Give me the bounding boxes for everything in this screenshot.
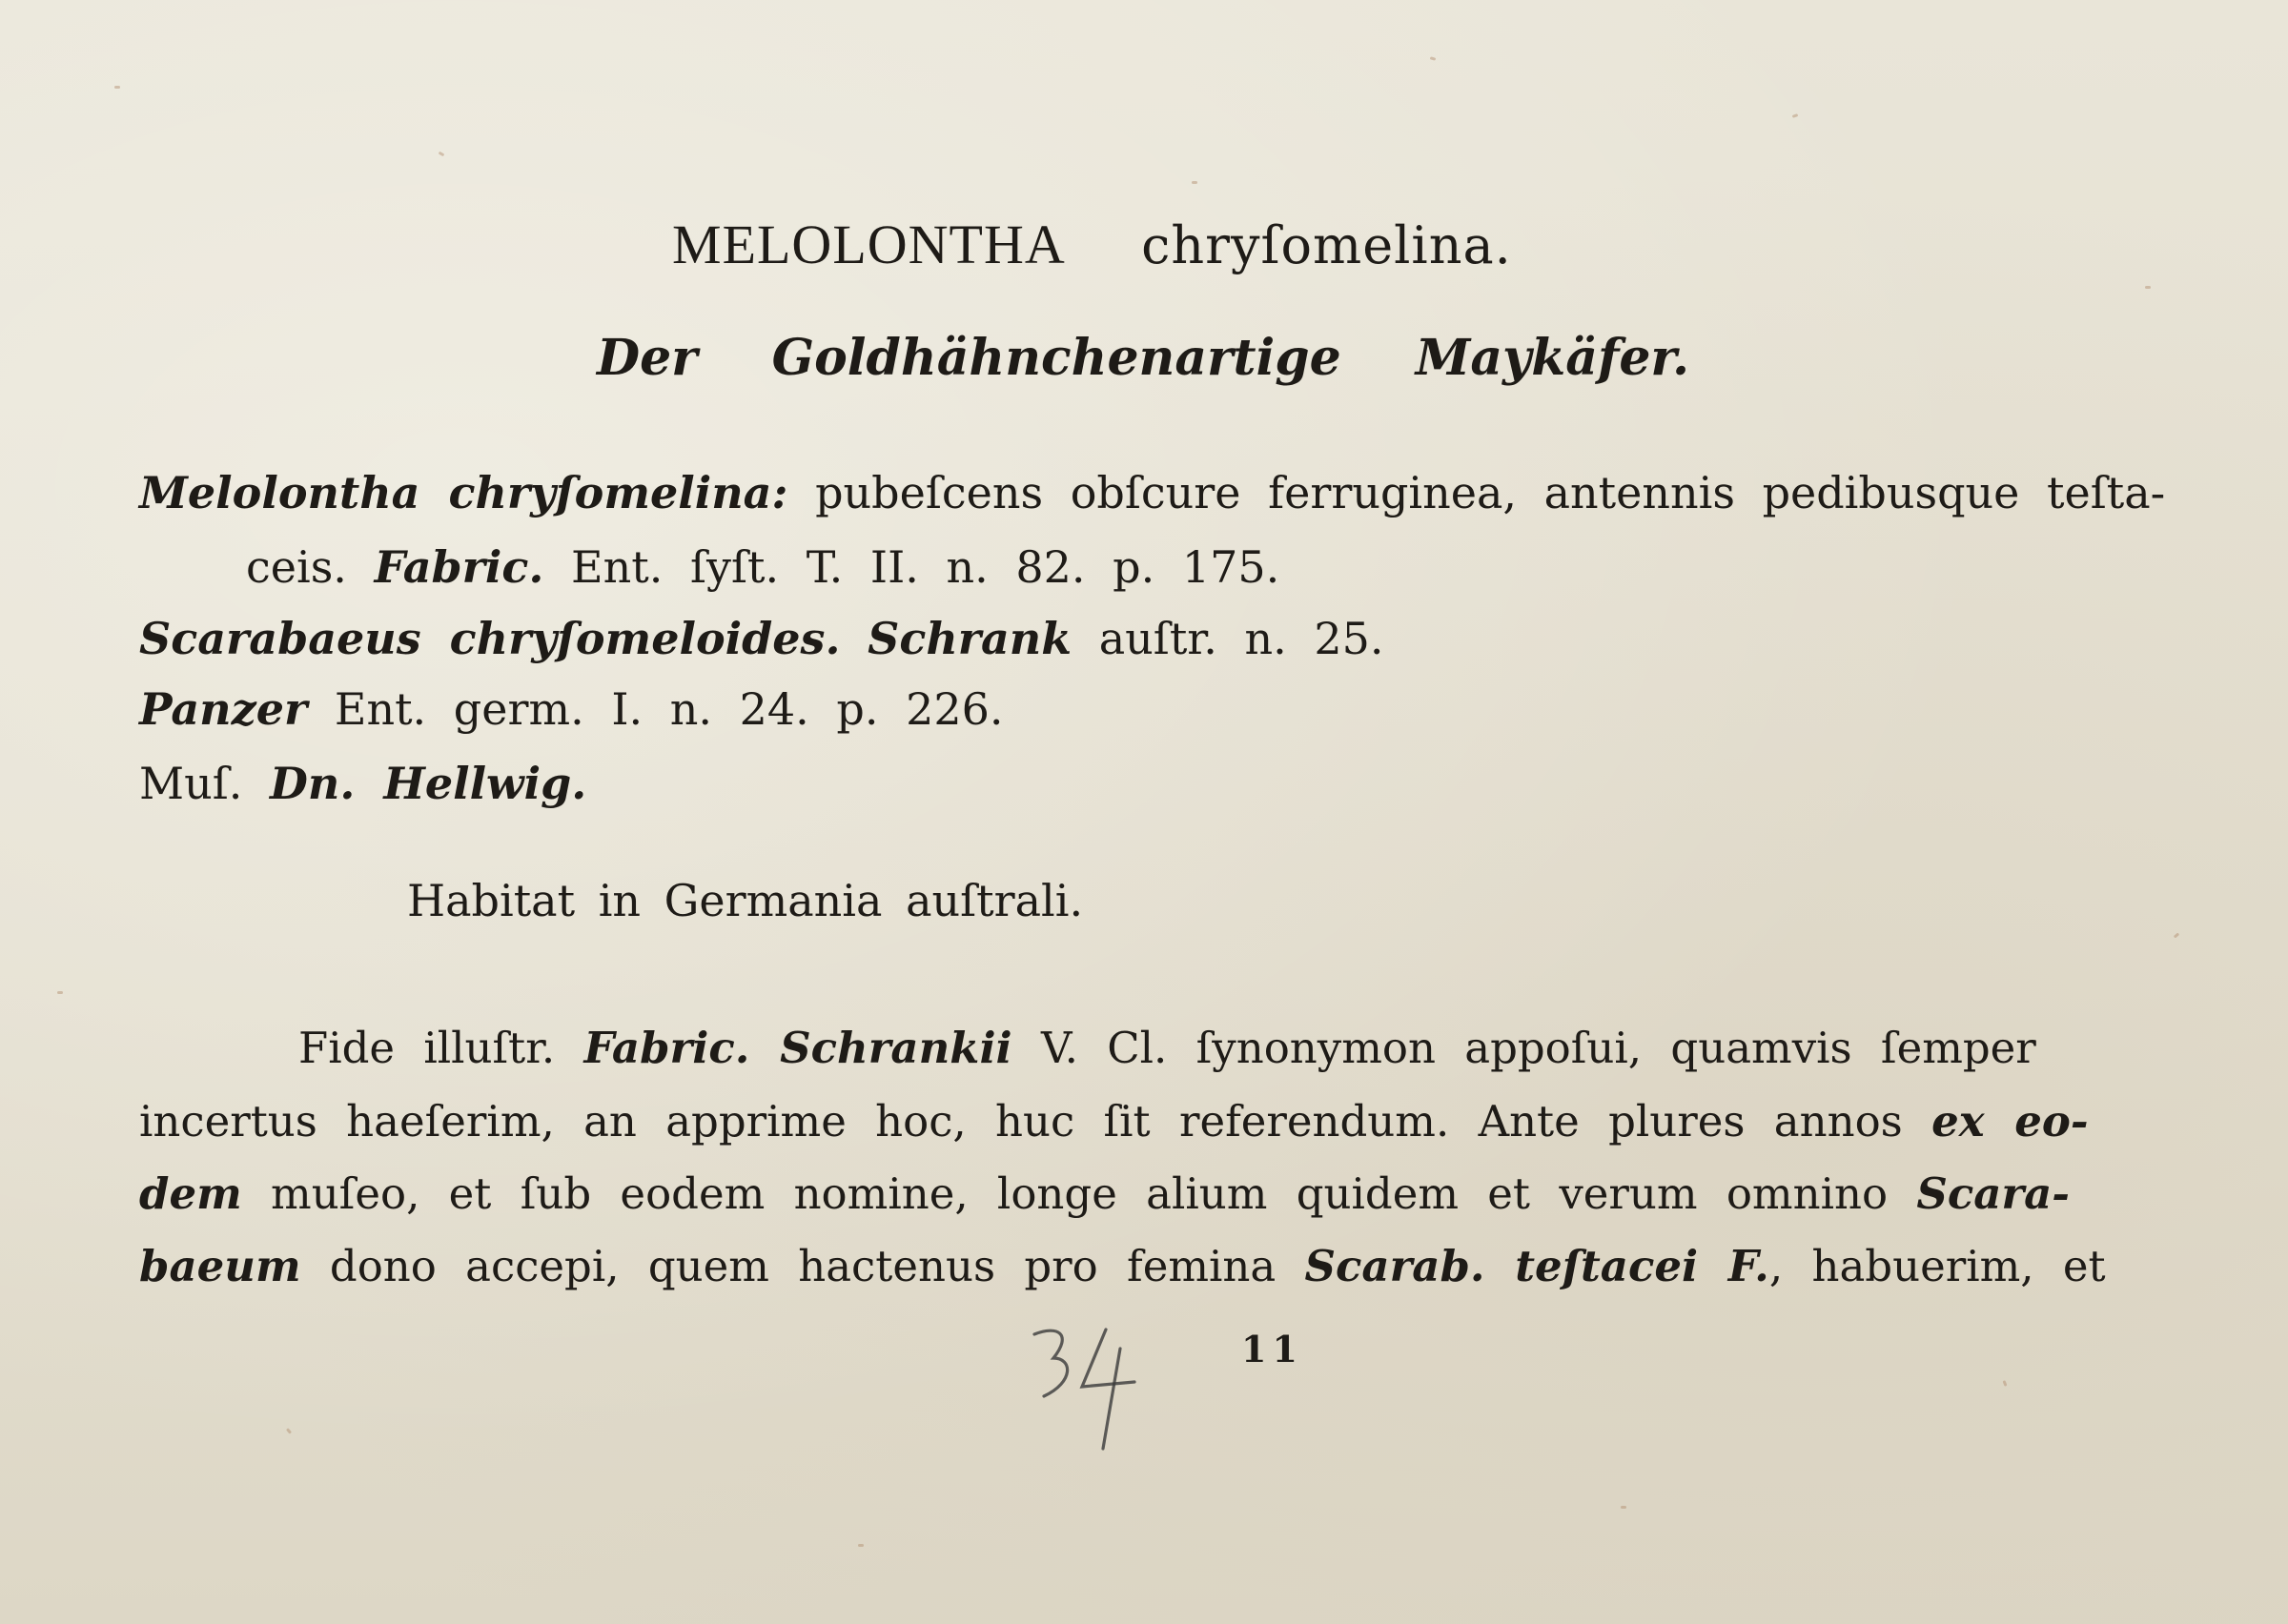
paper-fleck (2174, 932, 2180, 938)
handwritten-number-mark (1015, 1315, 1158, 1458)
synonymy-line-1 (139, 467, 2165, 518)
page-subtitle: Der Goldhähnchenartige Maykäfer. (597, 329, 1690, 387)
paragraph-text: incertus haeſerim, an apprime hoc, huc ſit referendum. Ante plures annos (139, 1096, 1903, 1147)
paper-fleck (114, 86, 120, 89)
paper-fleck (1792, 113, 1799, 118)
paper-fleck (57, 991, 63, 994)
synonym-name: Scarabaeus chryſomeloides. (139, 613, 841, 664)
paragraph-italic: Scara- (1916, 1168, 2070, 1219)
paragraph-italic: dem (139, 1168, 242, 1219)
paper-fleck (1430, 56, 1437, 60)
folio-number: 11 (1241, 1328, 1303, 1370)
paper-fleck (439, 152, 445, 157)
synonym-text: ceis. (246, 541, 347, 593)
paragraph-italic: Scarab. teſtacei F. (1304, 1241, 1769, 1291)
synonymy-line-1b (246, 541, 1279, 593)
page-title (672, 212, 1512, 276)
synonym-reference: Ent. ſyſt. T. II. n. 82. p. 175. (571, 541, 1280, 593)
paragraph-line-4 (139, 1241, 2106, 1291)
synonym-author: Fabric. (374, 541, 544, 593)
synonymy-line-4 (139, 758, 586, 809)
synonym-reference: Ent. germ. I. n. 24. p. 226. (334, 683, 1004, 735)
paragraph-line-1 (298, 1023, 2036, 1073)
paragraph-text: dono accepi, quem hactenus pro femina (329, 1241, 1277, 1291)
title-species: chryſomelina. (1141, 215, 1512, 275)
paper-fleck (286, 1428, 292, 1434)
paragraph-text: V. Cl. ſynonymon appoſui, quamvis ſemper (1040, 1023, 2036, 1073)
synonymy-line-3 (139, 683, 1004, 735)
synonymy-line-2 (139, 613, 1384, 664)
paragraph-italic: ex eo- (1931, 1096, 2089, 1147)
synonym-author: Schrank (868, 613, 1072, 664)
paper-fleck (858, 1544, 864, 1547)
paper-fleck (1192, 181, 1197, 184)
habitat-line: Habitat in Germania auſtrali. (407, 875, 1084, 926)
paragraph-line-2 (139, 1096, 2089, 1147)
paragraph-line-3 (139, 1168, 2070, 1219)
paragraph-italic: baeum (139, 1241, 301, 1291)
paragraph-italic: Fabric. Schrankii (583, 1023, 1012, 1073)
paragraph-text: muſeo, et ſub eodem nomine, longe alium quidem et verum omnino (271, 1168, 1889, 1219)
synonym-name: Melolontha chryſomelina: (139, 467, 788, 518)
synonym-name: Dn. Hellwig. (270, 758, 587, 809)
paragraph-text: , habuerim, et (1768, 1241, 2106, 1291)
synonym-author: Panzer (139, 683, 308, 735)
paragraph-text: Fide illuſtr. (298, 1023, 556, 1073)
synonym-text: pubeſcens obſcure ferruginea, antennis pedibusque teſta- (815, 467, 2166, 518)
synonym-text: Muſ. (139, 758, 243, 809)
paper-fleck (1621, 1506, 1626, 1509)
paper-fleck (2003, 1380, 2008, 1387)
title-genus: MELOLONTHA (672, 213, 1066, 275)
paper-fleck (2145, 286, 2151, 289)
synonym-reference: auſtr. n. 25. (1098, 613, 1384, 664)
